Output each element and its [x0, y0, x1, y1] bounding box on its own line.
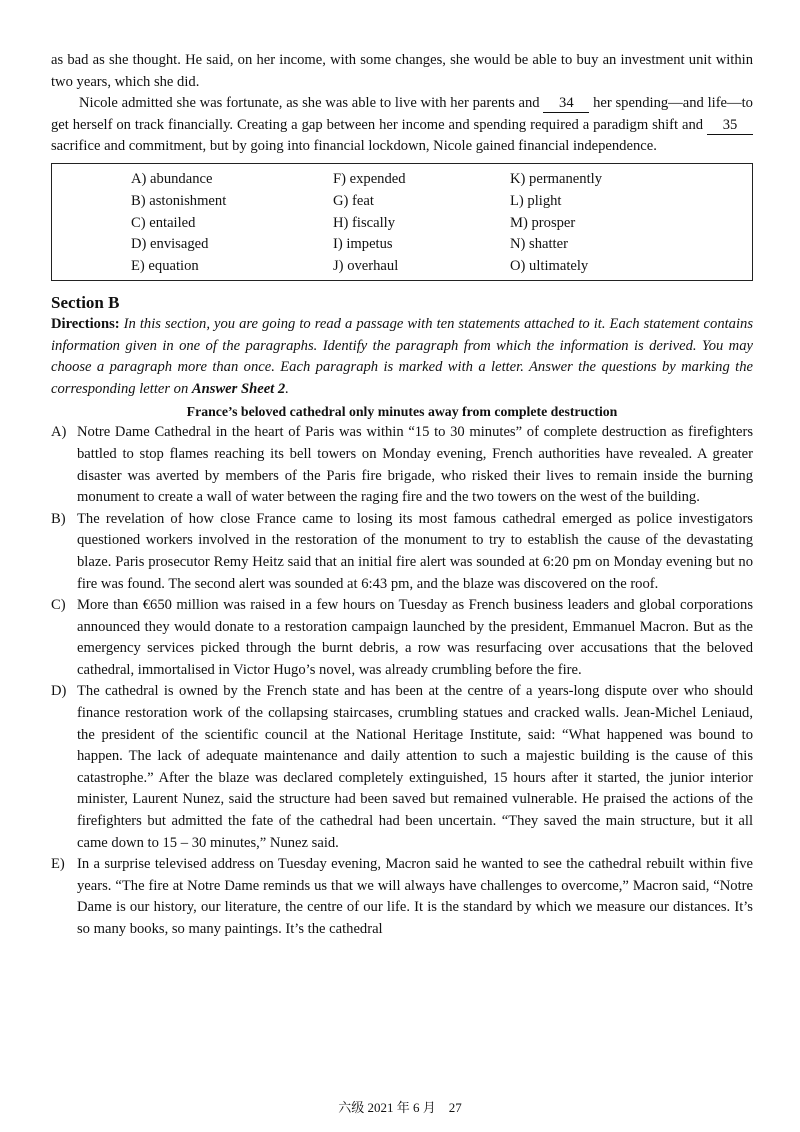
- text-before-blank-34: Nicole admitted she was fortunate, as she was able to live with her parents and: [79, 95, 544, 112]
- paragraph-text: The cathedral is owned by the French state and has been at the centre of a years-long dispute over who should finance restoration work of the collapsing staircases, crumbling statues and cracked walls. Jean-Michel Leniaud, the president of the scientific council at the National Heritage Institute, said: “What happened was bound to happen. The lack of adequate maintenance and daily attention to such a majestic building is the cause of this catastrophe.” After the blaze was declared completely extinguished, 15 hours after it started, the junior interior minister, Laurent Nunez, said the structure had been saved but remained vulnerable. He praised the actions of the firefighters but admitted the fate of the cathedral had been uncertain. “They saved the main structure, but it all came down to 15 – 30 minutes,” Nunez said.: [77, 683, 753, 851]
- paragraph-letter: B): [51, 510, 66, 527]
- article-paragraph: [51, 854, 753, 940]
- word-option: I) impetus: [333, 236, 393, 253]
- paragraph-text: More than €650 million was raised in a few hours on Tuesday as French business leaders and global corporations announced they would donate to a restoration campaign launched by the president, Emmanuel Macron. But as the emergency services picked through the burnt debris, a row was resurfacing over accusations that the beloved cathedral, immortalised in Victor Hugo’s novel, was already crumbling before the fire.: [77, 597, 753, 678]
- paragraph-letter: C): [51, 597, 66, 614]
- paragraph-letter: D): [51, 683, 67, 700]
- word-option: H) fiscally: [333, 214, 396, 231]
- article-paragraph: [51, 509, 753, 595]
- directions-text: In this section, you are going to read a passage with ten statements attached to it. Each statement contains information given in one of the paragraphs. Identify the paragraph from which the information is derived. You may choose a paragraph more than once. Each paragraph is marked with a letter. Answer the questions by marking the corresponding letter on: [51, 315, 753, 397]
- paragraph-letter: E): [51, 856, 65, 873]
- word-bank-column-3: [510, 169, 602, 278]
- word-option: A) abundance: [131, 170, 213, 187]
- section-title: Section B: [51, 292, 120, 312]
- word-option: J) overhaul: [333, 258, 399, 275]
- word-option: K) permanently: [510, 170, 602, 187]
- word-option: D) envisaged: [131, 236, 209, 253]
- directions: [51, 314, 753, 400]
- paragraph-text: In a surprise televised address on Tuesday evening, Macron said he wanted to see the cathedral rebuilt within five years. “The fire at Notre Dame reminds us that we will always have challenges to overcome,” Macron said, “Notre Dame is our history, our literature, the centre of our life. It is the standard by which we measure our distances. It’s so many books, so many paintings. It’s the cathedral: [77, 856, 753, 937]
- blank-35: 35: [707, 117, 753, 135]
- text-after-blank-35: sacrifice and commitment, but by going into financial lockdown, Nicole gained financial independence.: [51, 138, 657, 155]
- intro-paragraph-blanks: [51, 93, 753, 158]
- word-option: O) ultimately: [510, 258, 589, 275]
- word-bank-column-2: [333, 169, 406, 278]
- answer-sheet-label: Answer Sheet 2: [191, 380, 286, 397]
- paragraph-text: Notre Dame Cathedral in the heart of Paris was within “15 to 30 minutes” of complete destruction as firefighters battled to stop flames reaching its bell towers on Monday evening, French authorities have revealed. A greater disaster was averted by members of the Paris fire brigade, who risked their lives to remain inside the burning monument to create a wall of water between the raging fire and the two towers on the west of the building.: [77, 424, 753, 506]
- paragraph-letter: A): [51, 424, 67, 441]
- directions-end: .: [285, 380, 289, 397]
- article-title: France’s beloved cathedral only minutes away from complete destruction: [186, 404, 618, 420]
- intro-paragraph-continued: as bad as she thought. He said, on her income, with some changes, she would be able to buy an investment unit within two years, which she did.: [51, 52, 753, 90]
- word-option: E) equation: [131, 258, 199, 275]
- paragraph-text: The revelation of how close France came to losing its most famous cathedral emerged as police investigators questioned workers involved in the restoration of the monument to try to establish the cause of the devastating blaze. Paris prosecutor Remy Heitz said that an initial fire alert was sounded at 6:20 pm on Monday evening but no fire was found. The second alert was sounded at 6:43 pm, and the blaze was discovered on the roof.: [77, 510, 753, 592]
- word-option: B) astonishment: [131, 192, 227, 209]
- directions-label: Directions:: [51, 315, 120, 332]
- word-option: M) prosper: [510, 214, 576, 231]
- page-content: [51, 50, 753, 941]
- word-option: L) plight: [510, 192, 562, 209]
- blank-34: 34: [543, 95, 589, 113]
- word-option: N) shatter: [510, 236, 568, 253]
- article-paragraph: [51, 595, 753, 681]
- word-bank-column-1: [131, 169, 226, 278]
- page-footer: 六级 2021 年 6 月 27: [338, 1100, 462, 1115]
- word-option: C) entailed: [131, 214, 196, 231]
- word-option: F) expended: [333, 170, 406, 187]
- article-paragraph: [51, 681, 753, 854]
- text-between-blanks: her spending—and life—to get herself on track financially. Creating a gap between her income and spending required a paradigm shift and: [51, 95, 753, 133]
- article-paragraph: [51, 422, 753, 508]
- word-option: G) feat: [333, 192, 374, 209]
- word-bank-box: [51, 163, 753, 281]
